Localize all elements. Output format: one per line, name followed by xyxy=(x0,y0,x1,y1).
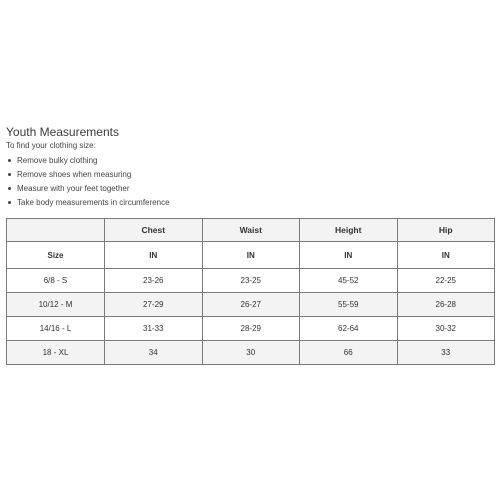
bullet-icon xyxy=(8,201,11,204)
waist-cell: 26-27 xyxy=(202,293,300,317)
page-title: Youth Measurements xyxy=(6,125,119,139)
table-row xyxy=(7,269,495,293)
height-cell: 45-52 xyxy=(300,269,398,293)
hip-cell: 26-28 xyxy=(397,293,495,317)
table-header-row xyxy=(7,219,495,242)
size-label: Size xyxy=(7,242,105,269)
column-header-waist: Waist xyxy=(202,219,300,242)
chest-cell: 31-33 xyxy=(105,317,203,341)
waist-cell: 23-25 xyxy=(202,269,300,293)
unit-label: IN xyxy=(300,242,398,269)
table-row xyxy=(7,293,495,317)
bullet-icon xyxy=(8,187,11,190)
size-chart-table xyxy=(6,218,495,365)
column-header-height: Height xyxy=(300,219,398,242)
list-item xyxy=(6,182,170,196)
list-item-text: Measure with your feet together xyxy=(17,184,130,193)
chest-cell: 27-29 xyxy=(105,293,203,317)
list-item-text: Take body measurements in circumference xyxy=(17,198,170,207)
bullet-icon xyxy=(8,159,11,162)
chest-cell: 23-26 xyxy=(105,269,203,293)
column-header-hip: Hip xyxy=(397,219,495,242)
table-row xyxy=(7,341,495,365)
height-cell: 62-64 xyxy=(300,317,398,341)
unit-label: IN xyxy=(105,242,203,269)
size-cell: 18 - XL xyxy=(7,341,105,365)
waist-cell: 28-29 xyxy=(202,317,300,341)
hip-cell: 22-25 xyxy=(397,269,495,293)
table-units-row xyxy=(7,242,495,269)
instructions-subtitle: To find your clothing size: xyxy=(6,141,96,150)
size-cell: 14/16 - L xyxy=(7,317,105,341)
column-header-blank xyxy=(7,219,105,242)
list-item xyxy=(6,154,170,168)
list-item-text: Remove shoes when measuring xyxy=(17,170,132,179)
table-row xyxy=(7,317,495,341)
waist-cell: 30 xyxy=(202,341,300,365)
list-item-text: Remove bulky clothing xyxy=(17,156,98,165)
height-cell: 55-59 xyxy=(300,293,398,317)
size-cell: 6/8 - S xyxy=(7,269,105,293)
height-cell: 66 xyxy=(300,341,398,365)
hip-cell: 30-32 xyxy=(397,317,495,341)
size-cell: 10/12 - M xyxy=(7,293,105,317)
chest-cell: 34 xyxy=(105,341,203,365)
list-item xyxy=(6,168,170,182)
column-header-chest: Chest xyxy=(105,219,203,242)
unit-label: IN xyxy=(397,242,495,269)
measuring-tips-list xyxy=(6,154,170,210)
bullet-icon xyxy=(8,173,11,176)
unit-label: IN xyxy=(202,242,300,269)
list-item xyxy=(6,196,170,210)
hip-cell: 33 xyxy=(397,341,495,365)
